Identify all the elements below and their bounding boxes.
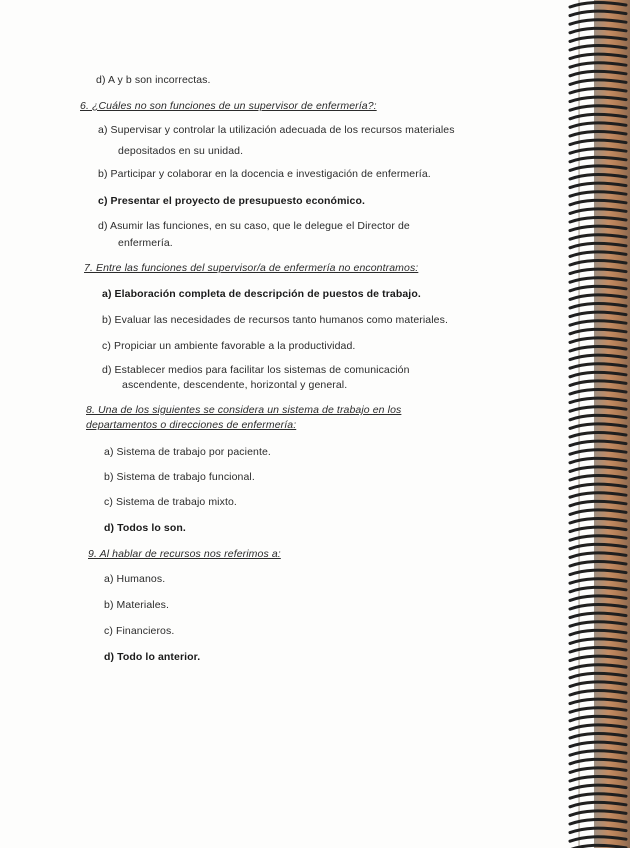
spiral-coil bbox=[570, 553, 626, 557]
spiral-coil bbox=[570, 295, 626, 299]
spiral-coil bbox=[570, 218, 626, 222]
spiral-coil bbox=[570, 355, 626, 359]
spiral-coil bbox=[570, 329, 626, 333]
spiral-coil bbox=[570, 97, 626, 101]
spiral-coil bbox=[570, 570, 626, 574]
spiral-coil bbox=[570, 648, 626, 652]
spiral-coil bbox=[570, 493, 626, 497]
spiral-coil bbox=[570, 802, 626, 806]
spiral-coil bbox=[570, 742, 626, 746]
spiral-coil bbox=[570, 613, 626, 617]
q6-option-a-line2: depositados en su unidad. bbox=[118, 145, 244, 157]
spiral-coil bbox=[570, 209, 626, 213]
spiral-coil bbox=[570, 149, 626, 153]
spiral-coil bbox=[570, 364, 626, 368]
spiral-coil bbox=[570, 605, 626, 609]
question-7: 7. Entre las funciones del supervisor/a de enfermería no encontramos: bbox=[84, 262, 419, 274]
spiral-coil bbox=[570, 140, 626, 144]
spiral-coil bbox=[570, 536, 626, 540]
spiral-coil bbox=[570, 321, 626, 325]
spiral-coil bbox=[570, 716, 626, 720]
spiral-coil bbox=[570, 759, 626, 763]
spiral-coil bbox=[570, 424, 626, 428]
spiral-coil bbox=[570, 175, 626, 179]
spiral-coil bbox=[570, 114, 626, 118]
spiral-coil bbox=[570, 415, 626, 419]
q7-option-b: b) Evaluar las necesidades de recursos tanto humanos como materiales. bbox=[102, 314, 448, 326]
spiral-coil bbox=[570, 235, 626, 239]
spiral-coil bbox=[570, 441, 626, 445]
spiral-coil bbox=[570, 11, 626, 15]
spiral-coil bbox=[570, 3, 626, 7]
spiral-coil bbox=[570, 183, 626, 187]
spiral-coil bbox=[570, 811, 626, 815]
question-8-line1: 8. Una de los siguientes se considera un sistema de trabajo en los bbox=[86, 404, 402, 416]
q9-option-a: a) Humanos. bbox=[104, 573, 166, 585]
spiral-coil bbox=[570, 450, 626, 454]
question-8-line2: departamentos o direcciones de enfermería: bbox=[86, 419, 297, 431]
spiral-coil bbox=[570, 501, 626, 505]
spiral-coil bbox=[570, 768, 626, 772]
spiral-coil bbox=[570, 467, 626, 471]
spiral-coil bbox=[570, 622, 626, 626]
q9-option-b: b) Materiales. bbox=[104, 599, 170, 611]
spiral-coil bbox=[570, 828, 626, 832]
spiral-coil bbox=[570, 286, 626, 290]
q8-option-b: b) Sistema de trabajo funcional. bbox=[104, 471, 255, 483]
spiral-coil bbox=[570, 304, 626, 308]
q8-option-a: a) Sistema de trabajo por paciente. bbox=[104, 446, 271, 458]
q7-option-d-line2: ascendente, descendente, horizontal y general. bbox=[122, 379, 348, 391]
q6-option-d-line1: d) Asumir las funciones, en su caso, que le delegue el Director de bbox=[98, 220, 410, 232]
spiral-coil bbox=[570, 777, 626, 781]
spiral-coil bbox=[570, 89, 626, 93]
q9-option-d-answer: d) Todo lo anterior. bbox=[104, 651, 201, 663]
spiral-coil bbox=[570, 656, 626, 660]
q6-option-b: b) Participar y colaborar en la docencia e investigación de enfermería. bbox=[98, 168, 431, 180]
spiral-coil bbox=[570, 347, 626, 351]
spiral-coil bbox=[570, 261, 626, 265]
question-6: 6. ¿Cuáles no son funciones de un supervisor de enfermería?: bbox=[80, 100, 377, 112]
spiral-coil bbox=[570, 123, 626, 127]
spiral-coil bbox=[570, 527, 626, 531]
spiral-coil bbox=[570, 278, 626, 282]
spiral-coil bbox=[570, 673, 626, 677]
spiral-coil bbox=[570, 519, 626, 523]
spiral-coil bbox=[570, 699, 626, 703]
spiral-coil bbox=[570, 63, 626, 67]
spiral-coil bbox=[570, 630, 626, 634]
q6-option-d-line2: enfermería. bbox=[118, 237, 173, 249]
spiral-coil bbox=[570, 71, 626, 75]
spiral-coil bbox=[570, 20, 626, 24]
spiral-coil bbox=[570, 166, 626, 170]
spiral-coil bbox=[570, 46, 626, 50]
spiral-coil bbox=[570, 80, 626, 84]
spiral-coil bbox=[570, 381, 626, 385]
spiral-coil bbox=[570, 252, 626, 256]
spiral-coil bbox=[570, 54, 626, 58]
spiral-coil bbox=[570, 562, 626, 566]
spiral-coil bbox=[570, 785, 626, 789]
spiral-coil bbox=[570, 132, 626, 136]
spiral-coil bbox=[570, 708, 626, 712]
spiral-coil bbox=[570, 751, 626, 755]
spiral-coil bbox=[570, 269, 626, 273]
spiral-coil bbox=[570, 587, 626, 591]
q9-option-c: c) Financieros. bbox=[104, 625, 175, 637]
spiral-coil bbox=[570, 433, 626, 437]
spiral-coil bbox=[570, 226, 626, 230]
spiral-coil bbox=[570, 390, 626, 394]
spiral-coil bbox=[570, 665, 626, 669]
spiral-coil bbox=[570, 639, 626, 643]
spiral-coil bbox=[570, 338, 626, 342]
spiral-coil bbox=[570, 476, 626, 480]
spiral-coil bbox=[570, 458, 626, 462]
spiral-coil bbox=[570, 192, 626, 196]
spiral-coil bbox=[570, 200, 626, 204]
q7-option-c: c) Propiciar un ambiente favorable a la productividad. bbox=[102, 340, 356, 352]
spiral-coil bbox=[570, 734, 626, 738]
spiral-coil bbox=[570, 691, 626, 695]
q6-option-c-answer: c) Presentar el proyecto de presupuesto económico. bbox=[98, 195, 365, 207]
spiral-coil bbox=[570, 682, 626, 686]
spiral-coil bbox=[570, 837, 626, 841]
spiral-coil bbox=[570, 398, 626, 402]
spiral-coil bbox=[570, 312, 626, 316]
spiral-coil bbox=[570, 157, 626, 161]
spiral-coil bbox=[570, 243, 626, 247]
spiral-coil bbox=[570, 820, 626, 824]
spiral-binding bbox=[560, 0, 630, 848]
q8-option-c: c) Sistema de trabajo mixto. bbox=[104, 496, 237, 508]
q6-option-a-line1: a) Supervisar y controlar la utilización adecuada de los recursos materiales bbox=[98, 124, 455, 136]
spiral-coil bbox=[570, 106, 626, 110]
question-9: 9. Al hablar de recursos nos referimos a: bbox=[88, 548, 281, 560]
spiral-coil bbox=[570, 484, 626, 488]
spiral-coils bbox=[560, 0, 630, 848]
spiral-coil bbox=[570, 544, 626, 548]
spiral-coil bbox=[570, 510, 626, 514]
spiral-coil bbox=[570, 407, 626, 411]
spiral-coil bbox=[570, 372, 626, 376]
spiral-coil bbox=[570, 596, 626, 600]
spiral-coil bbox=[570, 37, 626, 41]
spiral-coil bbox=[570, 725, 626, 729]
q7-option-d-line1: d) Establecer medios para facilitar los sistemas de comunicación bbox=[102, 364, 410, 376]
spiral-coil bbox=[570, 794, 626, 798]
spiral-coil bbox=[570, 579, 626, 583]
q8-option-d-answer: d) Todos lo son. bbox=[104, 522, 186, 534]
spiral-coil bbox=[570, 28, 626, 32]
q7-option-a-answer: a) Elaboración completa de descripción de puestos de trabajo. bbox=[102, 288, 421, 300]
q5-option-d: d) A y b son incorrectas. bbox=[96, 74, 211, 86]
